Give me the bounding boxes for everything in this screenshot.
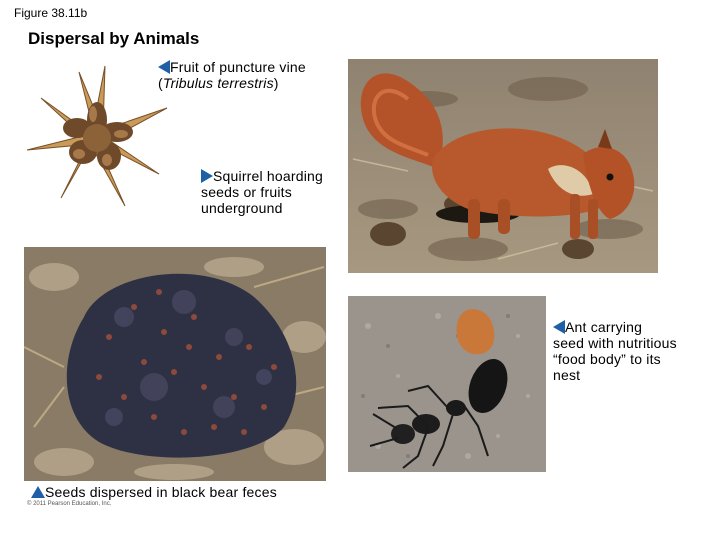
caption-pointer-icon	[201, 169, 213, 183]
squirrel-photo	[348, 59, 658, 273]
caption-puncture-vine	[158, 59, 306, 91]
caption-pointer-icon	[158, 60, 170, 74]
caption-pointer-icon	[553, 320, 565, 334]
caption-puncture-vine-line2: (Tribulus terrestris)	[158, 75, 279, 91]
caption-bear-feces: Seeds dispersed in black bear feces	[31, 484, 277, 500]
bear-feces-photo	[24, 247, 326, 481]
caption-pointer-icon	[31, 486, 45, 498]
caption-squirrel-line2: seeds or fruits	[201, 184, 292, 200]
caption-puncture-vine-line1: Fruit of puncture vine	[158, 59, 306, 75]
caption-ant-line2: seed with nutritious	[553, 335, 677, 351]
caption-squirrel-line1: Squirrel hoarding	[201, 168, 323, 184]
caption-squirrel	[201, 168, 323, 216]
puncture-vine-fruit-image	[22, 58, 172, 208]
copyright-notice: © 2011 Pearson Education, Inc.	[27, 501, 112, 507]
ant-photo	[348, 296, 546, 472]
caption-ant	[553, 319, 677, 383]
page-title: Dispersal by Animals	[28, 29, 200, 48]
caption-ant-line3: “food body” to its	[553, 351, 661, 367]
caption-ant-line1: Ant carrying	[553, 319, 677, 335]
species-name: Tribulus terrestris	[162, 75, 274, 91]
figure-label: Figure 38.11b	[14, 6, 88, 20]
caption-ant-line4: nest	[553, 367, 581, 383]
caption-squirrel-line3: underground	[201, 200, 283, 216]
